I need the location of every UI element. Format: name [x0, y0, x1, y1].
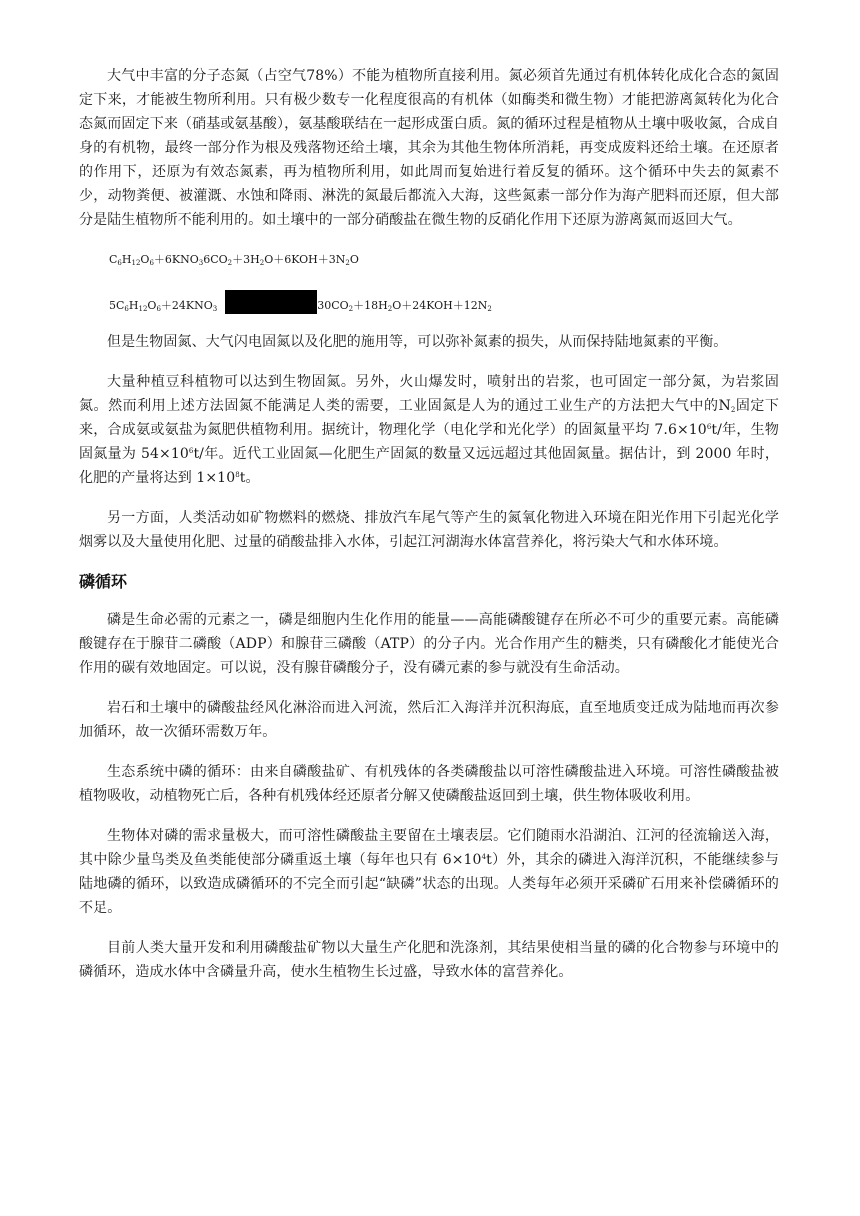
paragraph-phosphorus-geology: 岩石和土壤中的磷酸盐经风化淋浴而进入河流，然后汇入海洋并沉积海底，直至地质变迁成为陆地而再次参加循环，故一次循环需数万年。: [79, 700, 779, 740]
paragraph-phosphorus-loss: 生物体对磷的需求量极大，而可溶性磷酸盐主要留在土壤表层。它们随雨水沿湖泊、江河的径流输送入海，其中除少量鸟类及鱼类能使部分磷重返土壤（每年也只有 $6\times 10^4t$）外，其余的磷进入海洋沉积，不能继续参与陆地磷的循环，以致造成磷循环的不完全而引起“缺磷”状态的出现。人类每年必须开采磷矿石用来补偿磷循环的不足。: [79, 828, 779, 916]
equation-denitrification-2: $5C_6H_{12}O_6+24KNO_3$ $30CO_2+18H_2O+24KOH+12N_2$: [109, 290, 779, 314]
document-page: [79, 64, 779, 1000]
paragraph-human-impact: 另一方面，人类活动如矿物燃料的燃烧、排放汽车尾气等产生的氮氧化物进入环境在阳光作用下引起光化学烟雾以及大量使用化肥、过量的硝酸盐排入水体，引起江河湖海水体富营养化，将污染大气和水体环境。: [79, 510, 779, 550]
redacted-block: [225, 290, 317, 314]
paragraph-industrial-fixation: 大量种植豆科植物可以达到生物固氮。另外，火山爆发时，喷射出的岩浆，也可固定一部分氮，为岩浆固氮。然而利用上述方法固氮不能满足人类的需要，工业固氮是人为的通过工业生产的方法把大气中的$N_2$固定下来，合成氨或氨盐为氮肥供植物利用。据统计，物理化学（电化学和光化学）的固氮量平均 $7.6\times 10^6t/$年，生物固氮量为 $54\times 10^6t/$年。近代工业固氮—化肥生产固氮的数量又远远超过其他固氮量。据估计，到 2000 年时，化肥的产量将达到 $1\times 10^8t$。: [79, 374, 780, 486]
paragraph-eutrophication: 目前人类大量开发和利用磷酸盐矿物以大量生产化肥和洗涤剂，其结果使相当量的磷的化合物参与环境中的磷循环，造成水体中含磷量升高，使水生植物生长过盛，导致水体的富营养化。: [79, 940, 779, 980]
paragraph-nitrogen-fixation: 大气中丰富的分子态氮（占空气78%）不能为植物所直接利用。氮必须首先通过有机体转化成化合态的氮固定下来，才能被生物所利用。只有极少数专一化程度很高的有机体（如酶类和微生物）才能把游离氮转化为化合态氮而固定下来（硝基或氨基酸），氨基酸联结在一起形成蛋白质。氮的循环过程是植物从土壤中吸收氮，合成自身的有机物，最终一部分作为根及残落物还给土壤，其余为其他生物体所消耗，再变成废料还给土壤。在还原者的作用下，还原为有效态氮素，再为植物所利用，如此周而复始进行着反复的循环。这个循环中失去的氮素不少，动物粪便、被灌溉、水蚀和降雨、淋洗的氮最后都流入大海，这些氮素一部分作为海产肥料而还原，但大部分是陆生植物所不能利用的。如土壤中的一部分硝酸盐在微生物的反硝化作用下还原为游离氮而返回大气。: [79, 68, 779, 228]
paragraph-ecosystem-cycle: 生态系统中磷的循环：由来自磷酸盐矿、有机残体的各类磷酸盐以可溶性磷酸盐进入环境。可溶性磷酸盐被植物吸收，动植物死亡后，各种有机残体经还原者分解又使磷酸盐返回到土壤，供生物体吸收利用。: [79, 764, 779, 804]
equation-denitrification-1: $C_6H_{12}O_6+6KNO_36CO_2+3H_2O+6KOH+3N_2O$: [109, 253, 359, 267]
section-heading-phosphorus-cycle: 磷循环: [79, 572, 128, 591]
paragraph-nitrogen-balance: 但是生物固氮、大气闪电固氮以及化肥的施用等，可以弥补氮素的损失，从而保持陆地氮素的平衡。: [107, 334, 728, 350]
paragraph-phosphorus-role: 磷是生命必需的元素之一，磷是细胞内生化作用的能量——高能磷酸键存在所必不可少的重要元素。高能磷酸键存在于腺苷二磷酸（ADP）和腺苷三磷酸（ATP）的分子内。光合作用产生的糖类，只有磷酸化才能使光合作用的碳有效地固定。可以说，没有腺苷磷酸分子，没有磷元素的参与就没有生命活动。: [79, 612, 779, 676]
